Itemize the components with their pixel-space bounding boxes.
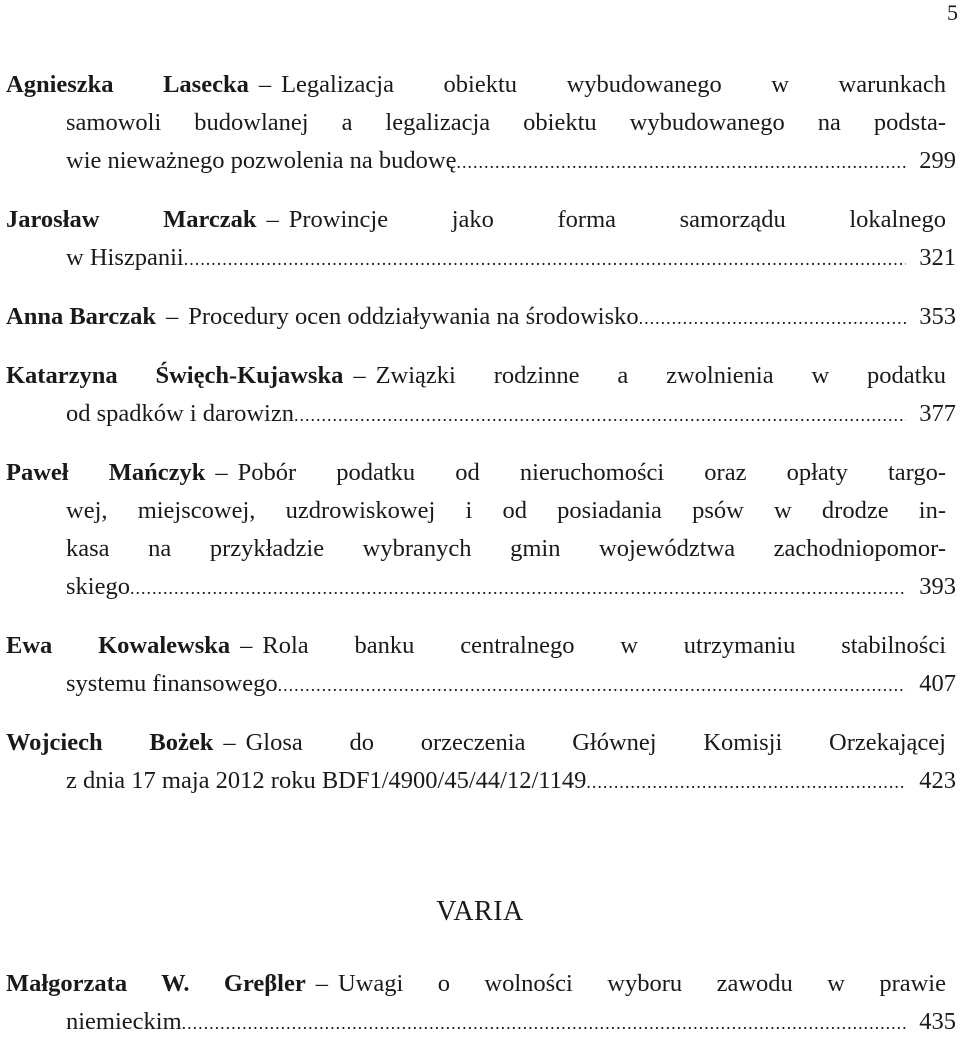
section-heading-varia: VARIA bbox=[436, 896, 524, 927]
entry-title-line: samowoli budowlanej a legalizacja obiektu wybudowanego na podsta- bbox=[66, 109, 946, 136]
page-number: 5 bbox=[947, 0, 958, 25]
toc-entry-first-line bbox=[6, 357, 956, 395]
toc-entry-last-line bbox=[6, 239, 956, 278]
entry-dash: – bbox=[258, 71, 272, 98]
entry-dash: – bbox=[315, 970, 328, 997]
entry-title-line: z dnia 17 maja 2012 roku BDF1/4900/45/44/12/1149 bbox=[66, 767, 587, 794]
dot-leader bbox=[130, 569, 906, 607]
toc-entry bbox=[6, 357, 956, 434]
dot-leader bbox=[294, 396, 906, 434]
dot-leader bbox=[586, 763, 906, 801]
toc-entry-first-line bbox=[6, 965, 956, 1003]
entry-title-line: Pobór podatku od nieruchomości oraz opłaty targo- bbox=[237, 459, 946, 486]
entry-page-number: 423 bbox=[919, 767, 956, 794]
entry-title-line bbox=[6, 298, 639, 336]
toc-entry-first-line bbox=[6, 454, 956, 492]
entry-title-line: wej, miejscowej, uzdrowiskowej i od posiadania psów w drodze in- bbox=[66, 497, 946, 524]
entry-author: Paweł Mańczyk bbox=[6, 459, 206, 486]
toc-entry bbox=[6, 201, 956, 278]
entry-page-number: 299 bbox=[919, 147, 956, 174]
entry-title-line: od spadków i darowizn bbox=[66, 400, 294, 427]
toc-entry-last-line bbox=[6, 568, 956, 607]
entry-page-number: 435 bbox=[919, 1008, 956, 1035]
entry-dash: – bbox=[240, 632, 253, 659]
dot-leader bbox=[639, 299, 906, 337]
entry-page-number: 353 bbox=[919, 303, 956, 330]
entry-title-line: Uwagi o wolności wyboru zawodu w prawie bbox=[337, 970, 946, 997]
toc-entry-last-line bbox=[6, 298, 956, 337]
entry-dash: – bbox=[165, 303, 179, 330]
toc-entry-continuation-line bbox=[6, 492, 956, 530]
toc-entry-first-line bbox=[6, 201, 956, 239]
entry-title-line: Związki rodzinne a zwolnienia w podatku bbox=[375, 362, 946, 389]
entry-dash: – bbox=[215, 459, 228, 486]
entry-author: Wojciech Bożek bbox=[6, 729, 214, 756]
entry-title-line: skiego bbox=[66, 573, 130, 600]
entry-dash: – bbox=[223, 729, 236, 756]
toc-entry-last-line bbox=[6, 665, 956, 704]
varia-section bbox=[6, 965, 956, 1062]
toc-entry-last-line bbox=[6, 395, 956, 434]
toc-entry-last-line bbox=[6, 762, 956, 801]
entry-page-number: 407 bbox=[919, 670, 956, 697]
toc-entry-last-line bbox=[6, 1003, 956, 1042]
entry-title-line: systemu finansowego bbox=[66, 670, 278, 697]
entry-title-line: w Hiszpanii bbox=[66, 244, 184, 271]
dot-leader bbox=[182, 1004, 906, 1042]
entry-page-number: 321 bbox=[919, 244, 956, 271]
entry-author: Anna Barczak bbox=[6, 303, 156, 330]
toc-entry bbox=[6, 724, 956, 801]
entry-author: Małgorzata W. Greβler bbox=[6, 970, 306, 997]
entry-page-number: 393 bbox=[919, 573, 956, 600]
toc-entry-first-line bbox=[6, 627, 956, 665]
entry-title-line: wie nieważnego pozwolenia na budowę bbox=[66, 147, 457, 174]
toc-entry-last-line bbox=[6, 142, 956, 181]
entry-title-line: Legalizacja obiektu wybudowanego w warunkach bbox=[281, 71, 946, 98]
dot-leader bbox=[278, 666, 906, 704]
entry-title-line: Rola banku centralnego w utrzymaniu stabilności bbox=[262, 632, 947, 659]
dot-leader bbox=[184, 240, 906, 278]
entry-author: Jarosław Marczak bbox=[6, 206, 257, 233]
toc-entry bbox=[6, 66, 956, 181]
entry-title-line: kasa na przykładzie wybranych gmin województwa zachodniopomor- bbox=[66, 535, 946, 562]
entry-title-line: Prowincje jako forma samorządu lokalnego bbox=[288, 206, 946, 233]
table-of-contents bbox=[6, 66, 956, 821]
dot-leader bbox=[457, 143, 907, 181]
entry-dash: – bbox=[353, 362, 366, 389]
entry-dash: – bbox=[266, 206, 279, 233]
entry-title-line: niemieckim bbox=[66, 1008, 182, 1035]
toc-entry bbox=[6, 965, 956, 1042]
toc-entry bbox=[6, 454, 956, 607]
entry-author: Ewa Kowalewska bbox=[6, 632, 231, 659]
entry-page-number: 377 bbox=[919, 400, 956, 427]
toc-entry-continuation-line bbox=[6, 530, 956, 568]
entry-author: Katarzyna Święch-Kujawska bbox=[6, 362, 344, 389]
toc-entry bbox=[6, 627, 956, 704]
entry-title-line: Glosa do orzeczenia Głównej Komisji Orzekającej bbox=[245, 729, 946, 756]
entry-title: Procedury ocen oddziaływania na środowisko bbox=[188, 303, 639, 330]
toc-entry-continuation-line bbox=[6, 104, 956, 142]
toc-entry-first-line bbox=[6, 66, 956, 104]
entry-author: Agnieszka Lasecka bbox=[6, 71, 249, 98]
toc-entry-first-line bbox=[6, 724, 956, 762]
toc-entry bbox=[6, 298, 956, 337]
